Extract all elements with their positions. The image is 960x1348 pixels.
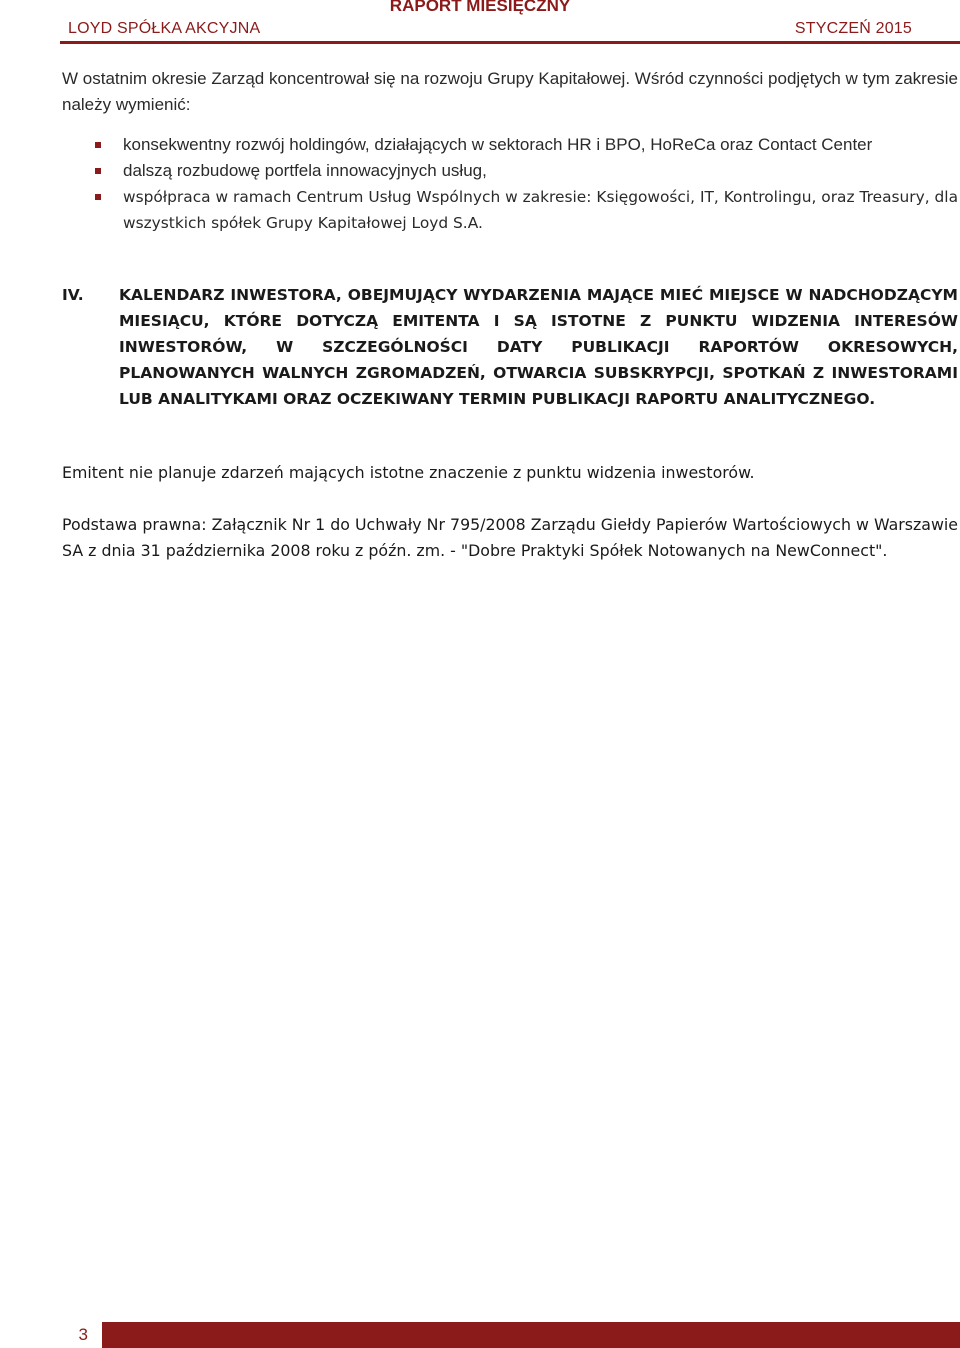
square-bullet-icon [95, 168, 101, 174]
section-iv [62, 282, 958, 412]
report-period: STYCZEŃ 2015 [794, 20, 912, 37]
list-item-text: współpraca w ramach Centrum Usług Wspólnych w zakresie: Księgowości, IT, Kontrolingu, oraz Treasury, dla wszystkich spółek Grupy Kapitałowej Loyd S.A. [123, 188, 958, 232]
intro-paragraph: W ostatnim okresie Zarząd koncentrował się na rozwoju Grupy Kapitałowej. Wśród czynności podjętych w tym zakresie należy wymienić: [62, 69, 958, 114]
activities-list [62, 132, 958, 236]
header-divider [60, 41, 960, 44]
list-item-text: dalszą rozbudowę portfela innowacyjnych usług, [123, 161, 487, 180]
footer-bar [60, 1322, 960, 1348]
legal-basis: Podstawa prawna: Załącznik Nr 1 do Uchwały Nr 795/2008 Zarządu Giełdy Papierów Wartościowych w Warszawie SA z dnia 31 października 2008 roku z późn. zm. - "Dobre Praktyki Spółek Notowanych na NewConnect". [62, 515, 958, 560]
list-item [62, 184, 958, 236]
section-number: IV. [62, 286, 84, 304]
page-content [62, 66, 958, 564]
page-header [0, 0, 960, 46]
company-name: LOYD SPÓŁKA AKCYJNA [68, 20, 261, 37]
emitent-statement: Emitent nie planuje zdarzeń mających istotne znaczenie z punktu widzenia inwestorów. [62, 463, 755, 482]
list-item-text: konsekwentny rozwój holdingów, działających w sektorach HR i BPO, HoReCa oraz Contact Center [123, 135, 873, 154]
section-heading: KALENDARZ INWESTORA, OBEJMUJĄCY WYDARZENIA MAJĄCE MIEĆ MIEJSCE W NADCHODZĄCYM MIESIĄCU, KTÓRE DOTYCZĄ EMITENTA I SĄ ISTOTNE Z PUNKTU WIDZENIA INTERESÓW INWESTORÓW, W SZCZEGÓLNOŚCI DATY PUBLIKACJI RAPORTÓW OKRESOWYCH, PLANOWANYCH WALNYCH ZGROMADZEŃ, OTWARCIA SUBSKRYPCJI, SPOTKAŃ Z INWESTORAMI LUB ANALITYKAMI ORAZ OCZEKIWANY TERMIN PUBLIKACJI RAPORTU ANALITYCZNEGO. [119, 286, 958, 408]
report-title: RAPORT MIESIĘCZNY [389, 0, 571, 15]
list-item [62, 158, 958, 184]
list-item [62, 132, 958, 158]
square-bullet-icon [95, 194, 101, 200]
square-bullet-icon [95, 142, 101, 148]
page-number: 3 [0, 1322, 102, 1348]
